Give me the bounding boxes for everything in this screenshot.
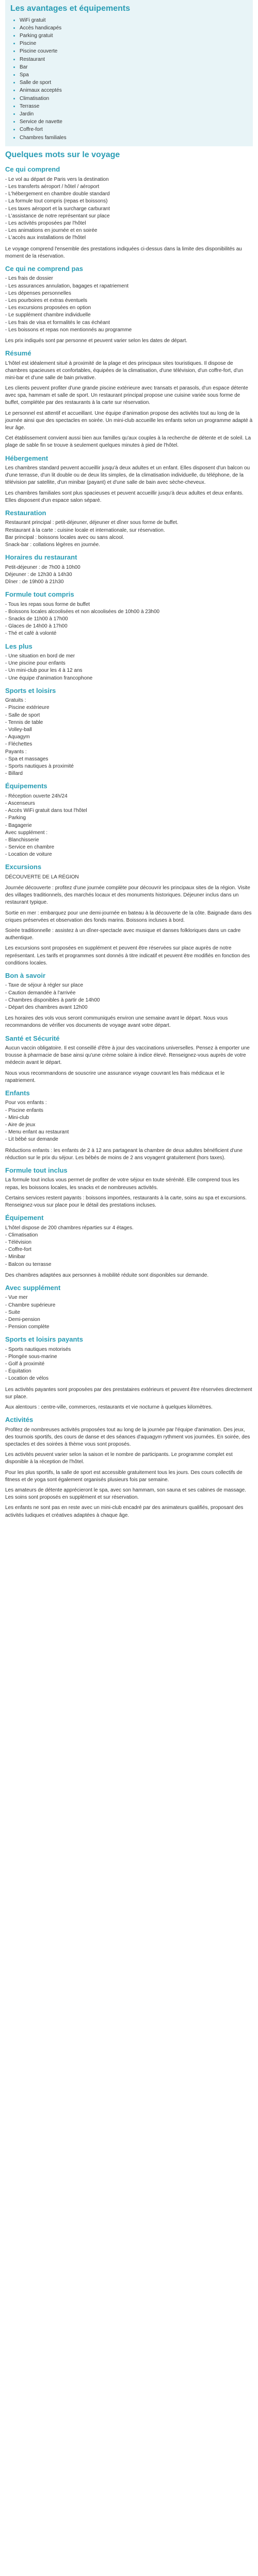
section-line: - Aire de jeux bbox=[5, 1122, 36, 1128]
section-title: Hébergement bbox=[5, 454, 49, 462]
section-title: Formule tout compris bbox=[5, 590, 74, 599]
section-line: - Coffre-fort bbox=[5, 1247, 31, 1253]
section-line: - Équitation bbox=[5, 1368, 31, 1375]
section-paragraph: Les activités peuvent varier selon la saison et le nombre de participants. Le programme complet est disponible à la réception de l'hôtel. bbox=[5, 1452, 233, 1465]
section-line: Payants : bbox=[5, 749, 27, 755]
advantage-item: • Animaux acceptés bbox=[20, 87, 248, 94]
advantage-item: • Salle de sport bbox=[20, 79, 248, 87]
section-paragraph: Nous vous recommandons de souscrire une assurance voyage couvrant les frais médicaux et le rapatriement. bbox=[5, 1070, 225, 1083]
section-line: - Tous les repas sous forme de buffet bbox=[5, 601, 90, 607]
section-line: - Une équipe d'animation francophone bbox=[5, 675, 93, 681]
section-line: DÉCOUVERTE DE LA RÉGION bbox=[5, 874, 79, 880]
section-line: - Tennis de table bbox=[5, 719, 43, 725]
section-title: Santé et Sécurité bbox=[5, 1034, 60, 1042]
section-line: - Les boissons et repas non mentionnés au programme bbox=[5, 327, 132, 333]
section-line: Snack-bar : collations légères en journée. bbox=[5, 542, 100, 548]
section-paragraph: Les enfants ne sont pas en reste avec un mini-club encadré par des animateurs qualifiés, proposant des activités ludiques et créatives adaptées à chaque âge. bbox=[5, 1505, 244, 1518]
section bbox=[5, 1166, 253, 1209]
section-line: - Les dépenses personnelles bbox=[5, 290, 71, 296]
section-gap bbox=[5, 242, 253, 246]
section-paragraph: Les chambres standard peuvent accueillir jusqu'à deux adultes et un enfant. Elles disposent d'un balcon ou d'une terrasse, d'un lit double ou de deux lits simples, de la climatisation individuelle, du téléphone, de la télévision par satellite, d'un minibar (payant) et d'une salle de bain avec sèche-cheveux. bbox=[5, 465, 250, 486]
advantage-item: • Restaurant bbox=[20, 56, 248, 63]
advantage-item: • Chambres familiales bbox=[20, 134, 248, 142]
section-title: Sports et loisirs payants bbox=[5, 1335, 83, 1344]
section-line: - La formule tout compris (repas et boissons) bbox=[5, 198, 108, 205]
section-line: - Parking bbox=[5, 815, 26, 821]
section-line: Gratuits : bbox=[5, 698, 26, 704]
section-line: - Suite bbox=[5, 1309, 20, 1315]
section bbox=[5, 1213, 253, 1279]
section-line: - Taxe de séjour à régler sur place bbox=[5, 982, 84, 989]
section-line: - Pension complète bbox=[5, 1324, 50, 1330]
section-line: - Salle de sport bbox=[5, 712, 40, 718]
section bbox=[5, 642, 253, 682]
section-title: Enfants bbox=[5, 1089, 30, 1097]
section-title: Horaires du restaurant bbox=[5, 553, 77, 562]
section-gap bbox=[5, 881, 253, 885]
advantages-title: Les avantages et équipements bbox=[10, 4, 131, 13]
section-line: - Glaces de 14h00 à 17h00 bbox=[5, 623, 68, 630]
section-line: Dîner : de 19h00 à 21h30 bbox=[5, 579, 64, 585]
section-line: - Lit bébé sur demande bbox=[5, 1137, 58, 1143]
section-line: - Le vol au départ de Paris vers la destination bbox=[5, 176, 109, 182]
section-line: - Une piscine pour enfants bbox=[5, 660, 66, 667]
section-line: Petit-déjeuner : de 7h00 à 10h00 bbox=[5, 564, 80, 570]
section-paragraph: Cet établissement convient aussi bien aux familles qu'aux couples à la recherche de détente et de soleil. La plage de sable fin se trouve à seulement quelques minutes à pied de l'hôtel. bbox=[5, 435, 251, 449]
advantage-item: • Piscine couverte bbox=[20, 48, 248, 55]
advantage-item: • Bar bbox=[20, 64, 248, 71]
section bbox=[5, 971, 253, 1030]
section-line: - L'assistance de notre représentant sur place bbox=[5, 213, 110, 219]
section-line: - Les frais de dossier bbox=[5, 276, 53, 282]
advantage-item: • Terrasse bbox=[20, 103, 248, 110]
advantage-item: • Parking gratuit bbox=[20, 32, 248, 40]
section bbox=[5, 1034, 253, 1084]
section-line: - Billard bbox=[5, 771, 23, 777]
section-paragraph: Des chambres adaptées aux personnes à mobilité réduite sont disponibles sur demande. bbox=[5, 1272, 209, 1278]
section-line: - L'accès aux installations de l'hôtel bbox=[5, 235, 86, 241]
section-title: Équipement bbox=[5, 1214, 44, 1222]
section-title: Les plus bbox=[5, 642, 33, 650]
section-line: Bar principal : boissons locales avec ou sans alcool. bbox=[5, 534, 124, 540]
section-title: Avec supplément bbox=[5, 1283, 61, 1292]
section-line: - Menu enfant au restaurant bbox=[5, 1129, 69, 1136]
section-line: - Les taxes aéroport et la surcharge carburant bbox=[5, 206, 110, 212]
section bbox=[5, 862, 253, 967]
section-paragraph: Les amateurs de détente apprécieront le spa, avec son hammam, son sauna et ses cabines de massage. Les soins sont proposés en supplément et sur réservation. bbox=[5, 1487, 246, 1501]
section-line: - Snacks de 11h00 à 17h00 bbox=[5, 616, 68, 622]
advantages-list bbox=[10, 17, 248, 142]
section-line: - Sports nautiques motorisés bbox=[5, 1346, 71, 1352]
advantage-item: • Spa bbox=[20, 72, 248, 79]
section-paragraph: Le voyage comprend l'ensemble des prestations indiquées ci-dessus dans la limite des disponibilités au moment de la réservation. bbox=[5, 246, 242, 259]
section-paragraph: Journée découverte : profitez d'une journée complète pour découvrir les principaux sites de la région. Visite des villages traditionnels, des marchés locaux et des monuments historiques. Déjeuner inclus dans un restaurant typique. bbox=[5, 885, 250, 906]
section-line: L'hôtel dispose de 200 chambres réparties sur 4 étages. bbox=[5, 1225, 134, 1231]
section bbox=[5, 1335, 253, 1411]
advantage-item: • Accès handicapés bbox=[20, 25, 248, 32]
section-paragraph: Les horaires des vols vous seront communiqués environ une semaine avant le départ. Nous vous recommandons de vérifier vos documents de voyage avant votre départ. bbox=[5, 1015, 228, 1029]
section-line: - Spa et massages bbox=[5, 756, 49, 762]
section-line: - Un mini-club pour les 4 à 12 ans bbox=[5, 668, 83, 674]
section-line: - Boissons locales alcoolisées et non alcoolisées de 10h00 à 23h00 bbox=[5, 608, 160, 615]
section-line: - Balcon ou terrasse bbox=[5, 1261, 52, 1267]
section-line: - Les animations en journée et en soirée bbox=[5, 228, 98, 234]
section-gap bbox=[5, 334, 253, 337]
advantage-item: • WiFi gratuit bbox=[20, 17, 248, 24]
section bbox=[5, 454, 253, 504]
section-line: - Bagagerie bbox=[5, 822, 32, 828]
section-line: - Service en chambre bbox=[5, 844, 55, 851]
section-line: - Les excursions proposées en option bbox=[5, 305, 91, 311]
section-title: Sports et loisirs bbox=[5, 686, 56, 694]
section-line: Pour vos enfants : bbox=[5, 1100, 47, 1106]
section-line: - Mini-club bbox=[5, 1114, 29, 1121]
section-line: - Chambres disponibles à partir de 14h00 bbox=[5, 997, 100, 1003]
section-paragraph: Les activités payantes sont proposées par des prestataires extérieurs et peuvent être réservées directement sur place. bbox=[5, 1386, 252, 1400]
section-title: Équipements bbox=[5, 782, 47, 790]
section bbox=[5, 686, 253, 778]
section-line: Déjeuner : de 12h30 à 14h30 bbox=[5, 571, 72, 578]
section-paragraph: Les clients peuvent profiter d'une grande piscine extérieure avec transats et parasols, d'un espace détente avec spa, hammam et salle de sport. Un restaurant principal propose une cuisine variée sous forme de buffet, complétée par des restaurants à la carte sur réservation. bbox=[5, 385, 248, 406]
section-title: Ce qui comprend bbox=[5, 165, 60, 174]
section-title: Ce qui ne comprend pas bbox=[5, 264, 83, 273]
section-title: Restauration bbox=[5, 509, 46, 517]
section-line: - Les transferts aéroport / hôtel / aéroport bbox=[5, 184, 100, 190]
section-paragraph: Profitez de nombreuses activités proposées tout au long de la journée par l'équipe d'animation. Des jeux, des tournois sportifs, des cours de danse et des séances d'aquagym rythment vos journées. En soirée, des spectacles et des soirées à thème vous sont proposés. bbox=[5, 1427, 250, 1448]
section-line: Restaurant principal : petit-déjeuner, déjeuner et dîner sous forme de buffet. bbox=[5, 520, 179, 526]
section-gap bbox=[5, 1268, 253, 1272]
section-line: - Thé et café à volonté bbox=[5, 631, 57, 637]
section-paragraph: Aux alentours : centre-ville, commerces, restaurants et vie nocturne à quelques kilomètres. bbox=[5, 1404, 213, 1411]
section bbox=[5, 1089, 253, 1162]
section-line: - Caution demandée à l'arrivée bbox=[5, 990, 76, 996]
section-line: - Piscine enfants bbox=[5, 1107, 43, 1113]
section-paragraph: Aucun vaccin obligatoire. Il est conseillé d'être à jour des vaccinations universelles. Pensez à emporter une trousse à pharmacie de base ainsi qu'une crème solaire à indice élevé. Renseignez-vous auprès de votre médecin avant le départ. bbox=[5, 1045, 250, 1066]
advantage-item: • Service de navette bbox=[20, 118, 248, 126]
section-paragraph: L'hôtel est idéalement situé à proximité de la plage et des principaux sites touristiques. Il dispose de chambres spacieuses et confortables, équipées de la climatisation, d'une télévision, d'un coffre-fort, d'un mini-bar et d'une salle de bain privative. bbox=[5, 360, 244, 381]
section bbox=[5, 349, 253, 450]
main-title: Quelques mots sur le voyage bbox=[5, 150, 120, 159]
section-line: - Vue mer bbox=[5, 1295, 28, 1301]
section-line: - Les frais de visa et formalités le cas échéant bbox=[5, 319, 110, 326]
section-line: - Volley-ball bbox=[5, 727, 32, 733]
section-line: - Accès WiFi gratuit dans tout l'hôtel bbox=[5, 808, 87, 814]
section-line: - Piscine extérieure bbox=[5, 705, 50, 711]
section-line: - L'hébergement en chambre double standard bbox=[5, 191, 110, 197]
section-line: - Les activités proposées par l'hôtel bbox=[5, 221, 86, 227]
section bbox=[5, 165, 253, 260]
section-line: - Plongée sous-marine bbox=[5, 1353, 57, 1360]
section-line: - Location de voiture bbox=[5, 852, 52, 858]
section-line: - Sports nautiques à proximité bbox=[5, 763, 74, 769]
section-paragraph: Certains services restent payants : boissons importées, restaurants à la carte, soins au spa et excursions. Renseignez-vous sur place pour le détail des prestations incluses. bbox=[5, 1195, 247, 1208]
section-line: - Départ des chambres avant 12h00 bbox=[5, 1005, 88, 1010]
section-line: - Les pourboires et extras éventuels bbox=[5, 297, 87, 303]
section bbox=[5, 553, 253, 586]
section-line: - Réception ouverte 24h/24 bbox=[5, 793, 68, 799]
section bbox=[5, 509, 253, 549]
section-line: - Chambre supérieure bbox=[5, 1302, 56, 1308]
section-paragraph: Réductions enfants : les enfants de 2 à 12 ans partageant la chambre de deux adultes bénéficient d'une réduction sur le prix du séjour. Les bébés de moins de 2 ans voyagent gratuitement (hors taxes). bbox=[5, 1147, 243, 1161]
section-line: - Ascenseurs bbox=[5, 800, 35, 806]
advantages-box bbox=[5, 0, 253, 146]
section-line: - Location de vélos bbox=[5, 1376, 49, 1382]
section-line: - Climatisation bbox=[5, 1232, 38, 1238]
section-paragraph: Soirée traditionnelle : assistez à un dîner-spectacle avec musique et danses folkloriques dans un cadre authentique. bbox=[5, 928, 241, 941]
advantage-item: • Coffre-fort bbox=[20, 126, 248, 133]
section bbox=[5, 590, 253, 637]
section-line: - Fléchettes bbox=[5, 741, 33, 748]
section-paragraph: Les excursions sont proposées en supplément et peuvent être réservées sur place auprès de notre représentant. Les tarifs et programmes sont donnés à titre indicatif et peuvent être modifiés en fonction des conditions locales. bbox=[5, 945, 250, 966]
sections bbox=[5, 165, 253, 1519]
section-title: Résumé bbox=[5, 349, 31, 358]
section-paragraph: Pour les plus sportifs, la salle de sport est accessible gratuitement tous les jours. Des cours collectifs de fitness et de yoga sont également organisés plusieurs fois par semaine. bbox=[5, 1469, 243, 1483]
section-gap bbox=[5, 1011, 253, 1015]
section-gap bbox=[5, 1383, 253, 1386]
section-paragraph: Les prix indiqués sont par personne et peuvent varier selon les dates de départ. bbox=[5, 337, 187, 344]
section-paragraph: Les chambres familiales sont plus spacieuses et peuvent accueillir jusqu'à deux adultes et deux enfants. Elles disposent d'un espace salon séparé. bbox=[5, 490, 244, 503]
section-line: - Le supplément chambre individuelle bbox=[5, 312, 91, 318]
advantage-item: • Climatisation bbox=[20, 95, 248, 103]
section-title: Formule tout inclus bbox=[5, 1166, 68, 1174]
section-paragraph: Le personnel est attentif et accueillant. Une équipe d'animation propose des activités tout au long de la journée ainsi que des spectacles en soirée. Un mini-club accueille les enfants selon un programme adapté à leur âge. bbox=[5, 410, 253, 431]
section-line: - Demi-pension bbox=[5, 1316, 40, 1323]
section-line: Restaurant à la carte : cuisine locale et internationale, sur réservation. bbox=[5, 527, 165, 533]
section-title: Activités bbox=[5, 1416, 34, 1424]
section-line: - Une situation en bord de mer bbox=[5, 653, 75, 659]
advantage-item: • Piscine bbox=[20, 40, 248, 47]
section-line: - Blanchisserie bbox=[5, 837, 39, 843]
advantage-item: • Jardin bbox=[20, 111, 248, 118]
section bbox=[5, 1283, 253, 1331]
section-line: - Golf à proximité bbox=[5, 1361, 45, 1367]
section-line: - Aquagym bbox=[5, 734, 30, 740]
section-line: Avec supplément : bbox=[5, 829, 48, 836]
section-gap bbox=[5, 1144, 253, 1147]
section-line: - Minibar bbox=[5, 1254, 25, 1260]
section bbox=[5, 782, 253, 858]
section bbox=[5, 1415, 253, 1519]
section-line: - Télévision bbox=[5, 1239, 31, 1245]
section-title: Excursions bbox=[5, 863, 42, 871]
section-paragraph: La formule tout inclus vous permet de profiter de votre séjour en toute sérénité. Elle comprend tous les repas, les boissons locales, les snacks et de nombreuses activités. bbox=[5, 1177, 239, 1191]
section-paragraph: Sortie en mer : embarquez pour une demi-journée en bateau à la découverte de la côte. Baignade dans des criques préservées et observation des fonds marins. Boissons incluses à bord. bbox=[5, 910, 252, 923]
section-title: Bon à savoir bbox=[5, 971, 46, 979]
section bbox=[5, 264, 253, 345]
section-line: - Les assurances annulation, bagages et rapatriement bbox=[5, 283, 129, 289]
